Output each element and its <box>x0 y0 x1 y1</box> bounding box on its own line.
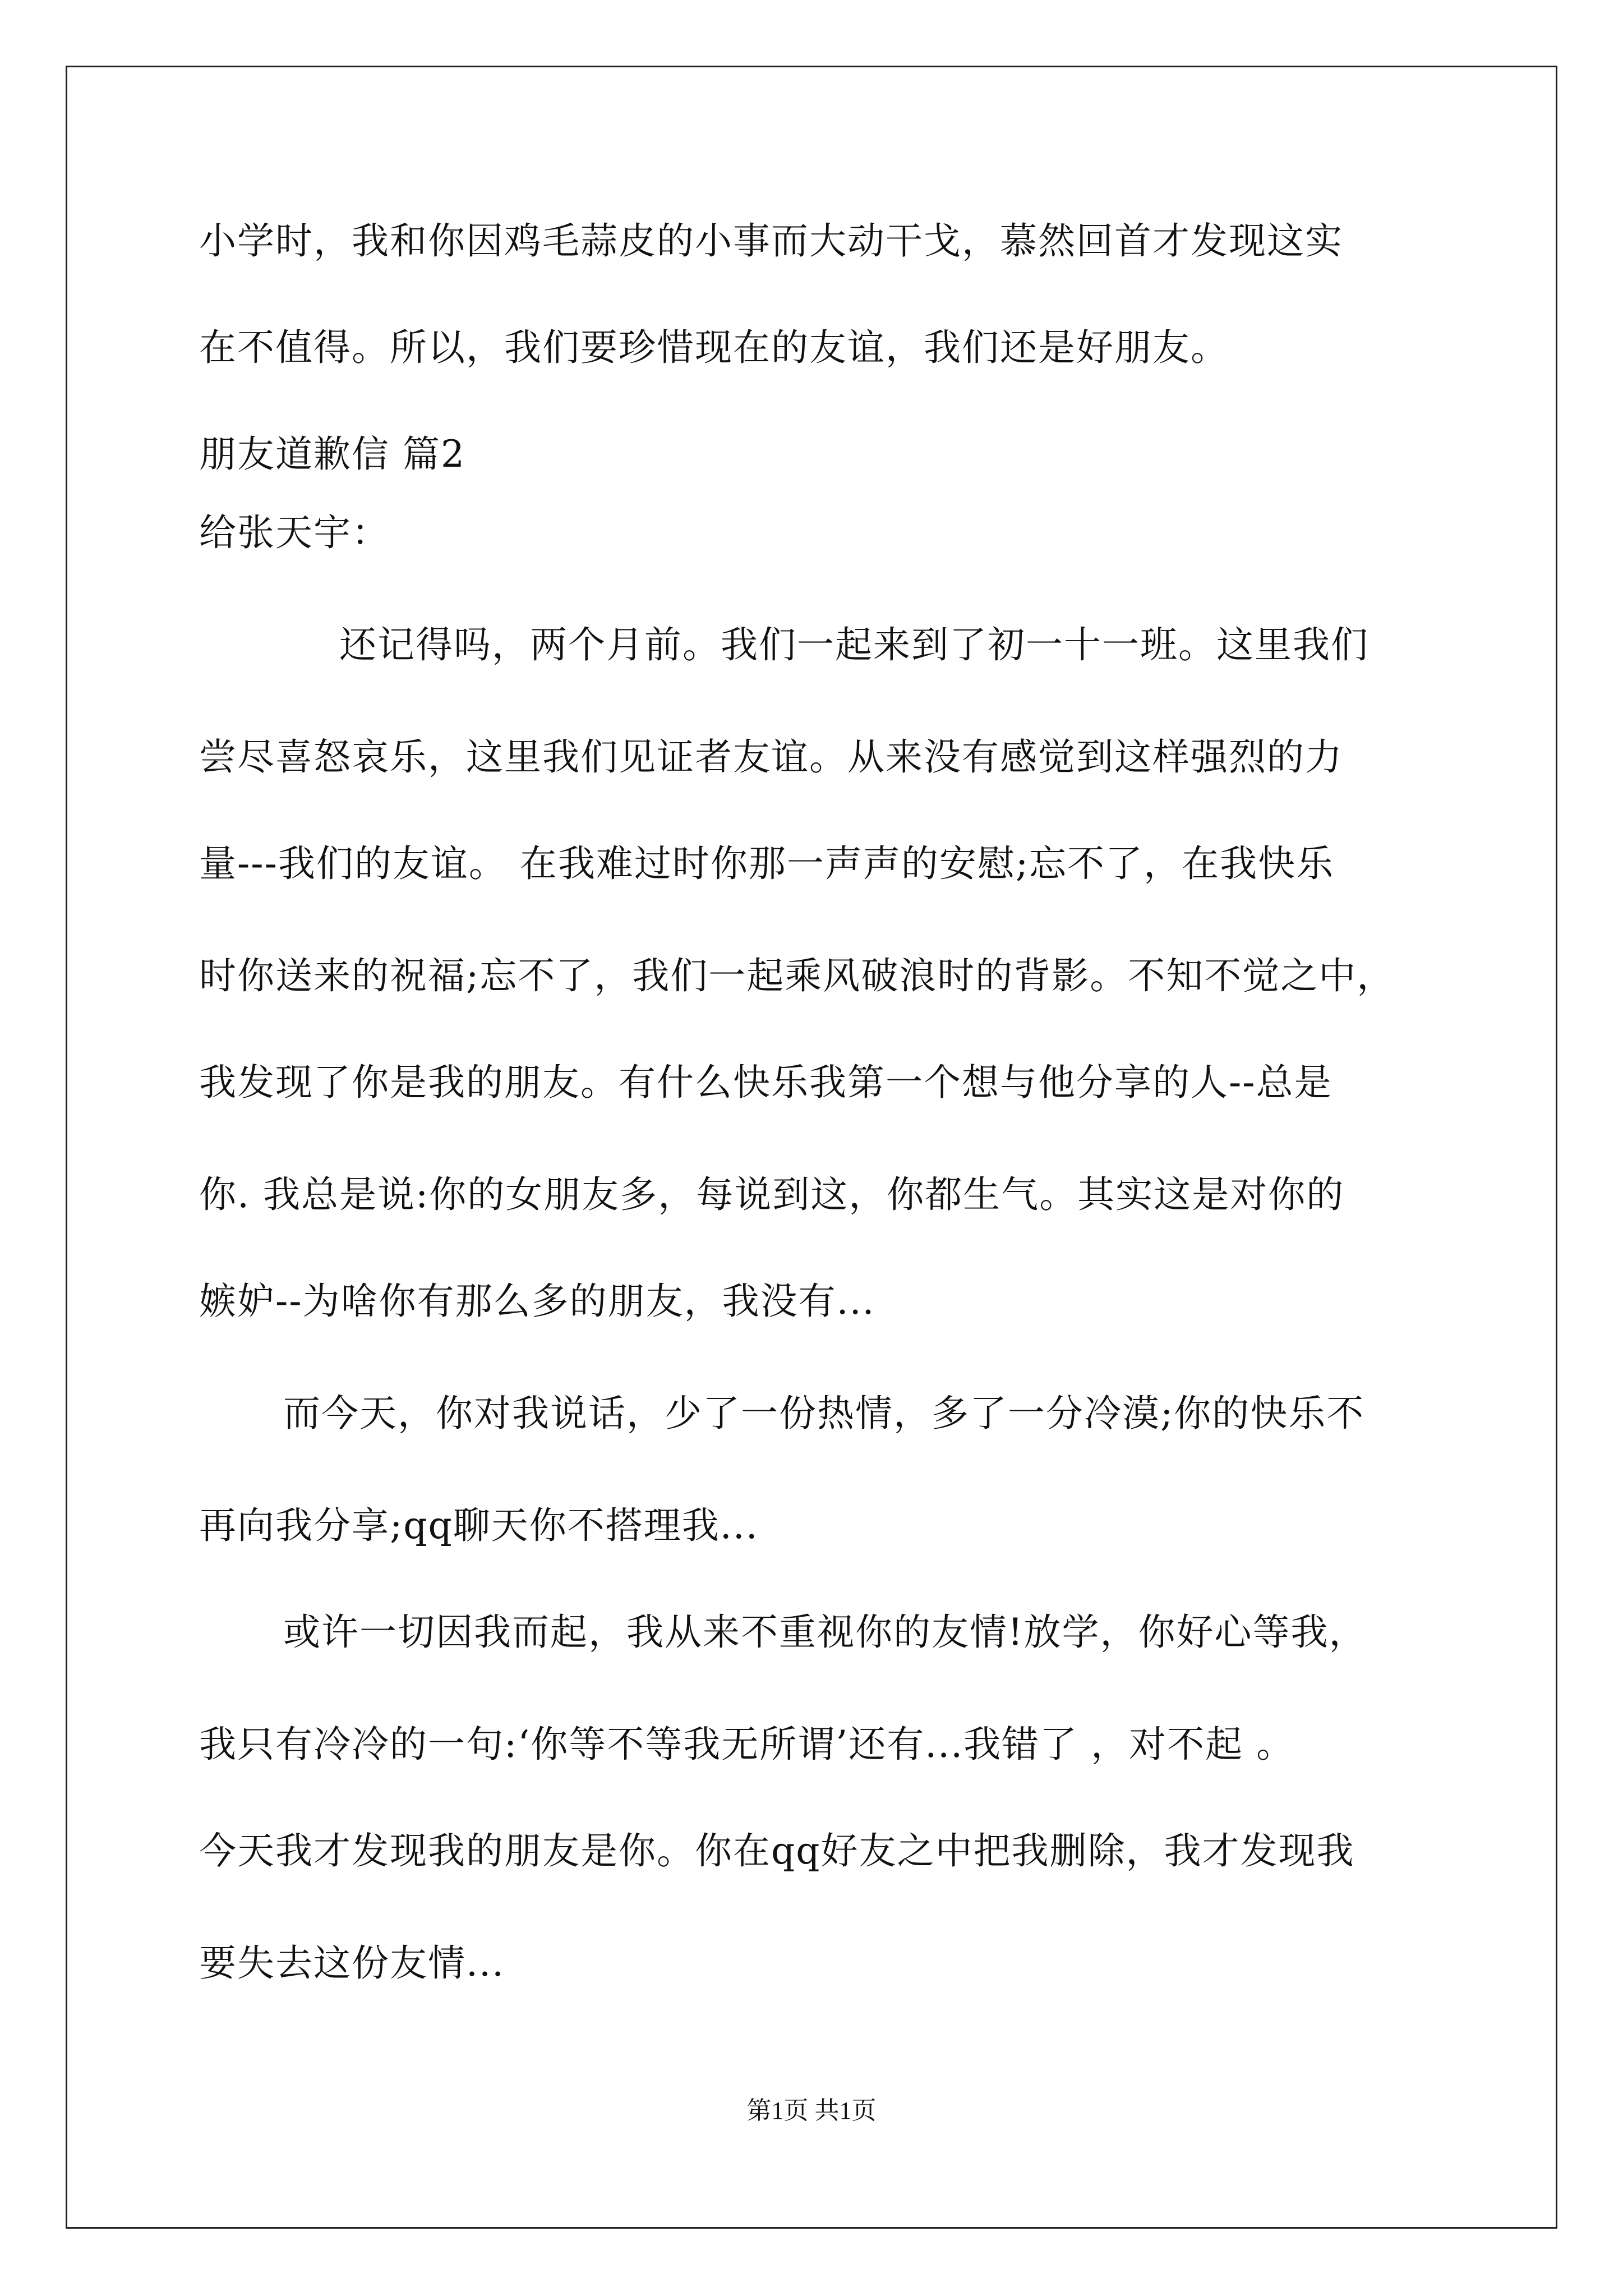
paragraph-line: 再向我分享;qq聊天你不搭理我... <box>199 1504 759 1547</box>
section-heading: 朋友道歉信 篇2 <box>199 432 465 476</box>
paragraph-line: 在不值得。所以，我们要珍惜现在的友谊，我们还是好朋友。 <box>199 326 1229 369</box>
page-footer: 第1页 共1页 <box>746 2097 877 2124</box>
paragraph-line: 而今天，你对我说话，少了一份热情，多了一分冷漠;你的快乐不 <box>283 1392 1365 1435</box>
paragraph-line: 我只有冷冷的一句:‘你等不等我无所谓’还有...我错了 ，对不起 。 <box>199 1723 1295 1766</box>
paragraph-line: 你. 我总是说:你的女朋友多，每说到这，你都生气。其实这是对你的 <box>199 1173 1345 1216</box>
page-border <box>66 66 1557 2229</box>
paragraph-line: 要失去这份友情... <box>199 1941 505 1985</box>
paragraph-line: 量---我们的友谊。 在我难过时你那一声声的安慰;忘不了，在我快乐 <box>199 842 1335 885</box>
paragraph-line: 今天我才发现我的朋友是你。你在qq好友之中把我删除，我才发现我 <box>199 1829 1355 1872</box>
paragraph-line: 小学时，我和你因鸡毛蒜皮的小事而大动干戈，慕然回首才发现这实 <box>199 219 1343 263</box>
paragraph-line: 尝尽喜怒哀乐，这里我们见证者友谊。从来没有感觉到这样强烈的力 <box>199 735 1343 779</box>
paragraph-line: 我发现了你是我的朋友。有什么快乐我第一个想与他分享的人--总是 <box>199 1061 1332 1104</box>
paragraph-line: 还记得吗，两个月前。我们一起来到了初一十一班。这里我们 <box>339 623 1369 666</box>
paragraph-line: 嫉妒--为啥你有那么多的朋友，我没有... <box>199 1280 875 1323</box>
paragraph-line: 时你送来的祝福;忘不了，我们一起乘风破浪时的背影。不知不觉之中， <box>199 954 1395 997</box>
letter-salutation: 给张天宇： <box>199 511 390 554</box>
paragraph-line: 或许一切因我而起，我从来不重视你的友情!放学，你好心等我， <box>283 1611 1367 1654</box>
